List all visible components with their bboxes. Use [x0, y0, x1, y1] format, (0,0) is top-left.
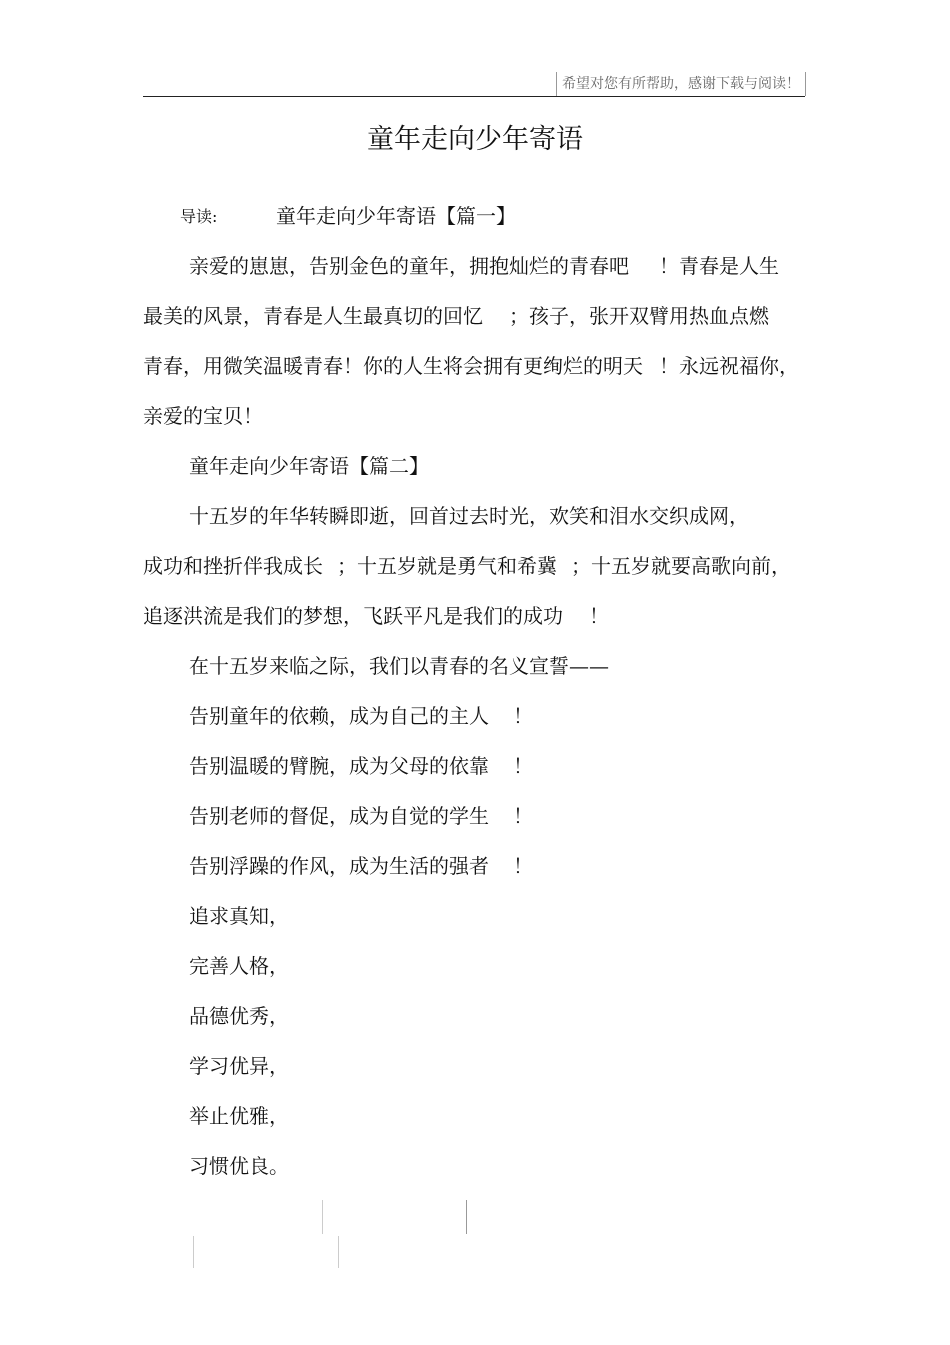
vow-text: 告别浮躁的作风，成为生活的强者: [189, 854, 489, 878]
text-segment: ！青春是人生: [659, 254, 779, 278]
closing-line: 学习优异，: [189, 1054, 289, 1078]
text-segment: 十五岁的年华转瞬即逝，回首过去时光，欢笑和泪水交织成网，: [189, 504, 749, 528]
text-segment: ；十五岁就要高歌向前，: [571, 554, 791, 578]
text-segment: 在十五岁来临之际，我们以青春的名义宣誓——: [189, 654, 609, 678]
text-segment: ！永远祝福你，: [659, 354, 799, 378]
text-segment: ；十五岁就是勇气和希冀: [337, 554, 557, 578]
intro-label: 导读:: [180, 207, 218, 226]
closing-line: 习惯优良。: [189, 1154, 289, 1178]
closing-line: 品德优秀，: [189, 1004, 289, 1028]
vow-line: [189, 850, 533, 882]
border-artifact: [338, 1236, 339, 1268]
vow-line: [189, 750, 533, 782]
paragraph-line: [143, 350, 799, 382]
paragraph-line: [189, 500, 749, 532]
vow-mark: ！: [513, 804, 533, 828]
closing-line: 完善人格，: [189, 954, 289, 978]
border-artifact: [322, 1200, 323, 1234]
paragraph-line: [143, 400, 263, 432]
vow-text: 告别老师的督促，成为自觉的学生: [189, 804, 489, 828]
vow-text: 告别童年的依赖，成为自己的主人: [189, 704, 489, 728]
paragraph-line: [143, 550, 791, 582]
header-rule: [143, 96, 805, 97]
vow-mark: ！: [513, 854, 533, 878]
border-artifact: [193, 1236, 194, 1268]
text-segment: ！: [589, 604, 609, 628]
paragraph-line: [143, 300, 769, 332]
header-note: 希望对您有所帮助，感谢下载与阅读！: [556, 72, 806, 96]
text-segment: 追逐洪流是我们的梦想，飞跃平凡是我们的成功: [143, 604, 563, 628]
text-segment: 亲爱的宝贝！: [143, 404, 263, 428]
paragraph-line: [189, 250, 779, 282]
text-segment: 最美的风景，青春是人生最真切的回忆: [143, 304, 483, 328]
closing-line: 举止优雅，: [189, 1104, 289, 1128]
paragraph-line: [143, 600, 609, 632]
text-segment: 亲爱的崽崽，告别金色的童年，拥抱灿烂的青春吧: [189, 254, 629, 278]
section-title-1: 童年走向少年寄语【篇一】: [276, 204, 516, 228]
vow-line: [189, 800, 533, 832]
border-artifact: [466, 1200, 467, 1234]
page-title: 童年走向少年寄语: [367, 124, 583, 155]
vow-text: 告别温暖的臂腕，成为父母的依靠: [189, 754, 489, 778]
closing-line: 追求真知，: [189, 904, 289, 928]
vow-line: [189, 700, 533, 732]
text-segment: 成功和挫折伴我成长: [143, 554, 323, 578]
text-segment: ；孩子，张开双臂用热血点燃: [509, 304, 769, 328]
paragraph-line: [189, 650, 609, 682]
vow-mark: ！: [513, 704, 533, 728]
text-segment: 青春，用微笑温暖青春！你的人生将会拥有更绚烂的明天: [143, 354, 643, 378]
vow-mark: ！: [513, 754, 533, 778]
section-title-2: 童年走向少年寄语【篇二】: [189, 454, 429, 478]
